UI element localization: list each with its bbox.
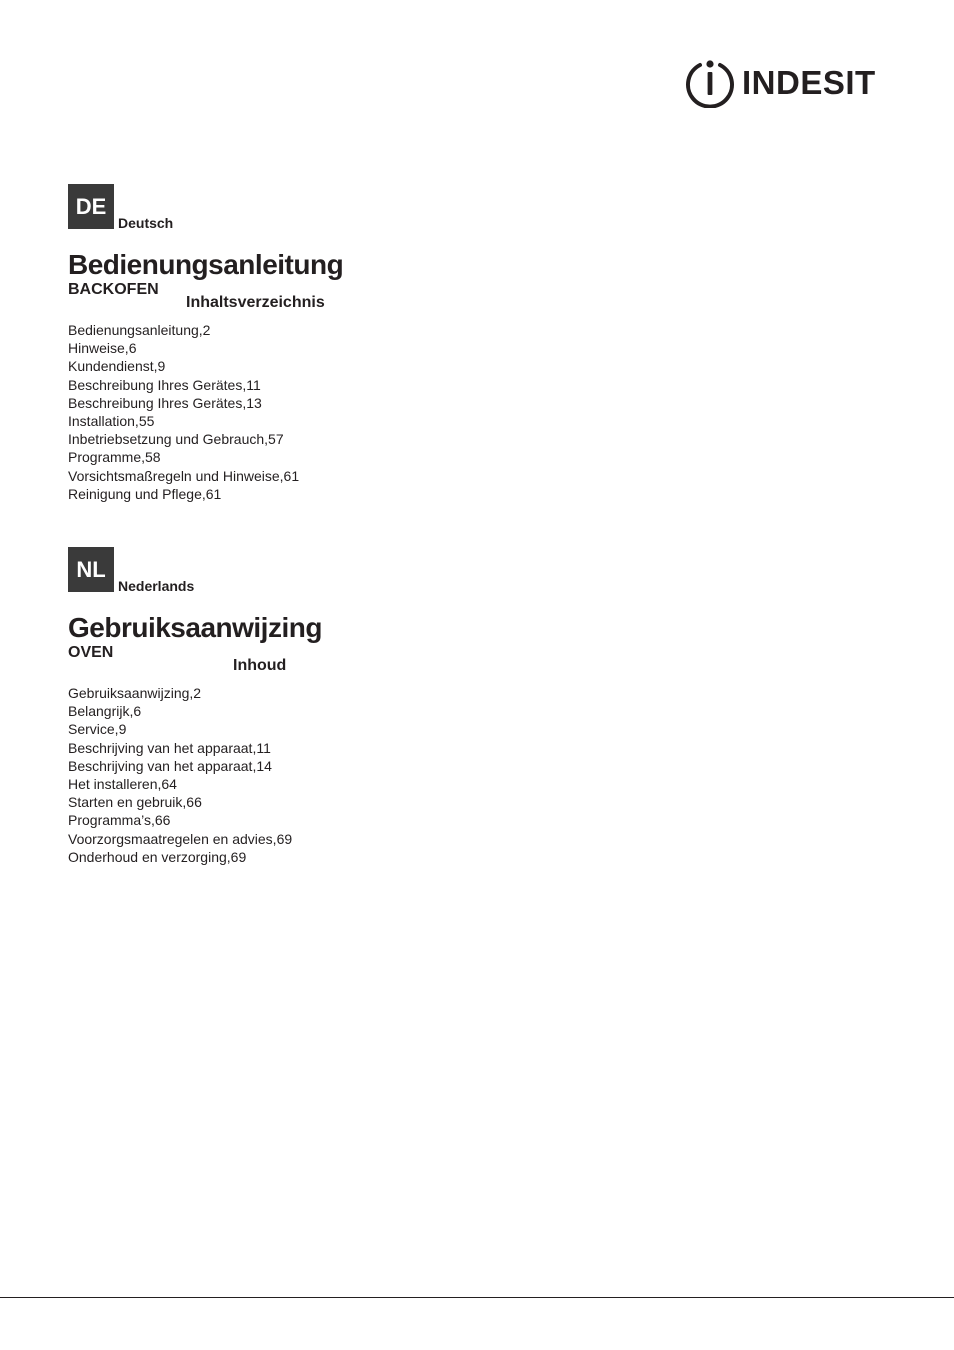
toc-item: Service,9 — [68, 721, 127, 738]
manual-title: Bedienungsanleitung — [68, 249, 344, 280]
toc-list — [68, 321, 299, 503]
language-name: Nederlands — [118, 578, 195, 594]
language-code-badge: NL — [68, 547, 114, 592]
toc-item: Het installeren,64 — [68, 776, 177, 793]
toc-item: Hinweise,6 — [68, 340, 137, 357]
toc-heading: Inhoud — [233, 657, 287, 674]
toc-item: Gebruiksaanwijzing,2 — [68, 685, 202, 701]
toc-item: Beschrijving van het apparaat,14 — [68, 757, 272, 774]
product-name: BACKOFEN — [68, 281, 159, 298]
manual-title: Gebruiksaanwijzing — [68, 612, 322, 643]
brand-logo — [684, 56, 876, 108]
brand-wordmark: INDESIT — [742, 63, 876, 101]
toc-item: Beschreibung Ihres Gerätes,11 — [68, 376, 261, 393]
toc-heading: Inhaltsverzeichnis — [186, 294, 325, 311]
section-nederlands — [68, 547, 488, 865]
toc-item: Installation,55 — [68, 413, 155, 430]
toc-item: Reinigung und Pflege,61 — [68, 485, 222, 502]
toc-item: Vorsichtsmaßregeln und Hinweise,61 — [68, 467, 300, 484]
language-header — [68, 184, 488, 230]
toc-item: Programme,58 — [68, 449, 161, 466]
toc-item: Bedienungsanleitung,2 — [68, 322, 211, 338]
language-header — [68, 547, 488, 593]
footer-divider — [0, 1297, 954, 1298]
toc-item: Programma’s,66 — [68, 812, 171, 829]
toc-item: Starten en gebruik,66 — [68, 794, 202, 811]
section-deutsch — [68, 184, 488, 502]
toc-list — [68, 684, 292, 866]
language-code-badge: DE — [68, 184, 114, 229]
toc-item: Onderhoud en verzorging,69 — [68, 848, 247, 865]
toc-item: Beschreibung Ihres Gerätes,13 — [68, 394, 262, 411]
toc-item: Voorzorgsmaatregelen en advies,69 — [68, 830, 293, 847]
product-name: OVEN — [68, 644, 114, 661]
toc-item: Beschrijving van het apparaat,11 — [68, 739, 271, 756]
toc-item: Belangrijk,6 — [68, 703, 142, 720]
indesit-circle-i-icon — [684, 56, 736, 108]
toc-item: Inbetriebsetzung und Gebrauch,57 — [68, 431, 284, 448]
language-name: Deutsch — [118, 215, 174, 231]
toc-item: Kundendienst,9 — [68, 358, 166, 375]
